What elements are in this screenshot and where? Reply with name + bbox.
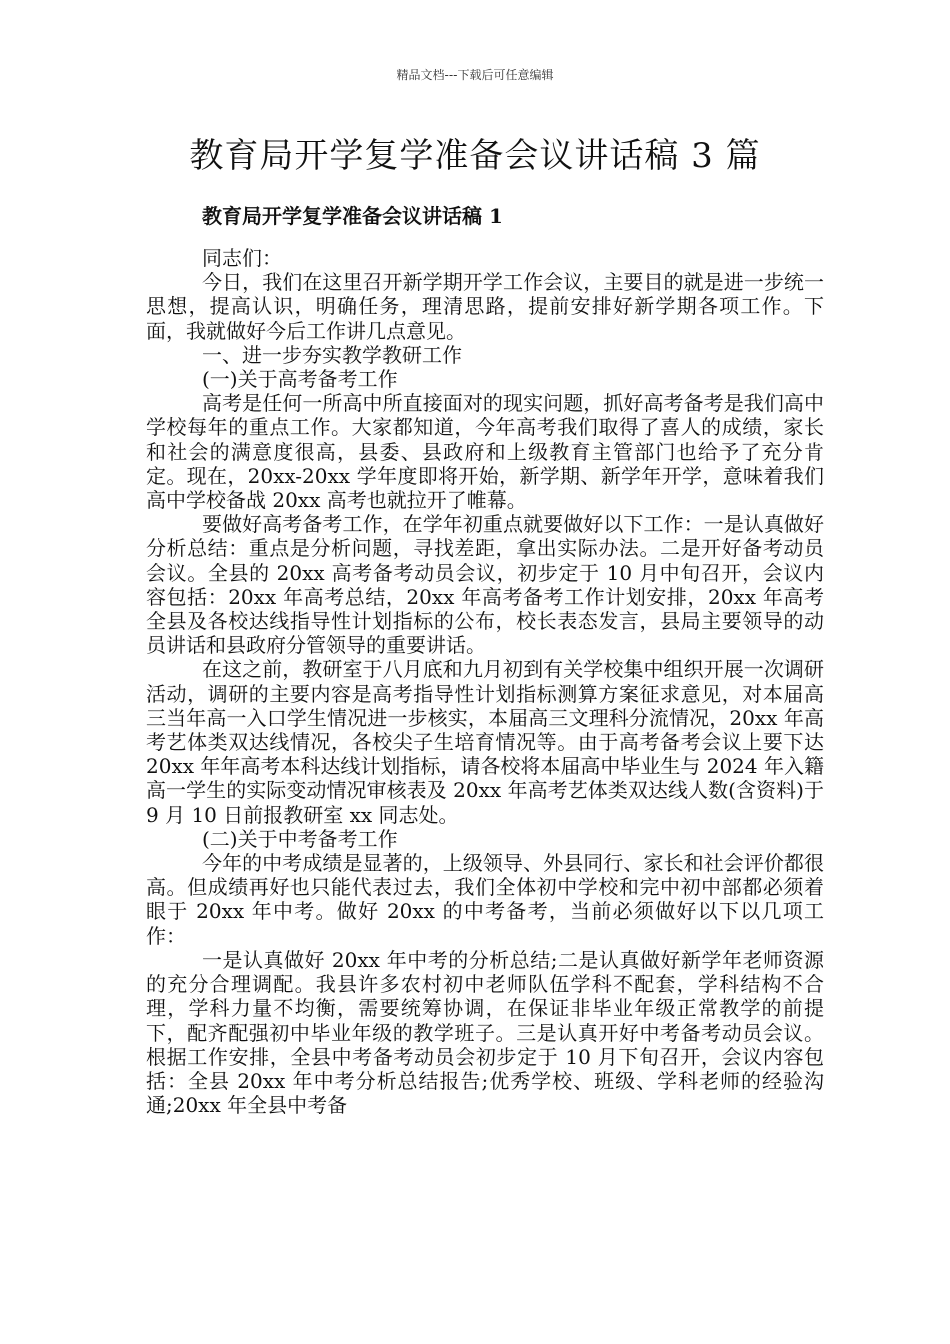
paragraph: 一是认真做好 20xx 年中考的分析总结;二是认真做好新学年老师资源的充分合理调配。我县许多农村初中老师队伍学科不配套，学科结构不合理，学科力量不均衡，需要统筹协调，在保证非毕业年级正常教学的前提下，配齐配强初中毕业年级的教学班子。三是认真开好中考备考动员会议。根据工作安排，全县中考备考动员会初步定于 10 月下旬召开，会议内容包括：全县 20xx 年中考分析总结报告;优秀学校、班级、学科老师的经验沟通;20xx 年全县中考备 (146, 947, 824, 1118)
subsection-heading: (二)关于中考备考工作 (202, 826, 398, 851)
page-header-note: 精品文档---下载后可任意编辑 (396, 68, 554, 82)
document-title: 教育局开学复学准备会议讲话稿 3 篇 (189, 136, 761, 176)
document-body (146, 246, 824, 1117)
salutation: 同志们： (202, 246, 282, 270)
section-heading: 一、进一步夯实教学教研工作 (202, 342, 462, 367)
paragraph: 今日，我们在这里召开新学期开学工作会议，主要目的就是进一步统一思想，提高认识，明确任务，理清思路，提前安排好新学期各项工作。下面，我就做好今后工作讲几点意见。 (146, 270, 824, 343)
document-subtitle: 教育局开学复学准备会议讲话稿 1 (202, 204, 503, 228)
paragraph: 要做好高考备考工作，在学年初重点就要做好以下工作：一是认真做好分析总结：重点是分析问题，寻找差距，拿出实际办法。二是开好备考动员会议。全县的 20xx 高考备考动员会议，初步定于 10 月中旬召开，会议内容包括：20xx 年高考总结，20xx 年高考备考工作计划安排，20xx 年高考全县及各校达线指导性计划指标的公布，校长表态发言，县局主要领导的动员讲话和县政府分管领导的重要讲话。 (146, 512, 824, 658)
paragraph: 在这之前，教研室于八月底和九月初到有关学校集中组织开展一次调研活动，调研的主要内容是高考指导性计划指标测算方案征求意见，对本届高三当年高一入口学生情况进一步核实，本届高三文理科分流情况，20xx 年高考艺体类双达线情况，各校尖子生培育情况等。由于高考备考会议上要下达 20xx 年年高考本科达线计划指标，请各校将本届高中毕业生与 2024 年入籍高一学生的实际变动情况审核表及 20xx 年高考艺体类双达线人数(含资料)于 9 月 10 日前报教研室 xx 同志处。 (146, 657, 824, 827)
paragraph: 高考是任何一所高中所直接面对的现实问题，抓好高考备考是我们高中学校每年的重点工作。大家都知道，今年高考我们取得了喜人的成绩，家长和社会的满意度很高，县委、县政府和上级教育主管部门也给予了充分肯定。现在，20xx-20xx 学年度即将开始，新学期、新学年开学，意味着我们高中学校备战 20xx 高考也就拉开了帷幕。 (146, 391, 824, 513)
subsection-heading: (一)关于高考备考工作 (202, 367, 398, 392)
paragraph: 今年的中考成绩是显著的，上级领导、外县同行、家长和社会评价都很高。但成绩再好也只能代表过去，我们全体初中学校和完中初中部都必须着眼于 20xx 年中考。做好 20xx 的中考备考，当前必须做好以下以几项工作： (146, 851, 824, 948)
